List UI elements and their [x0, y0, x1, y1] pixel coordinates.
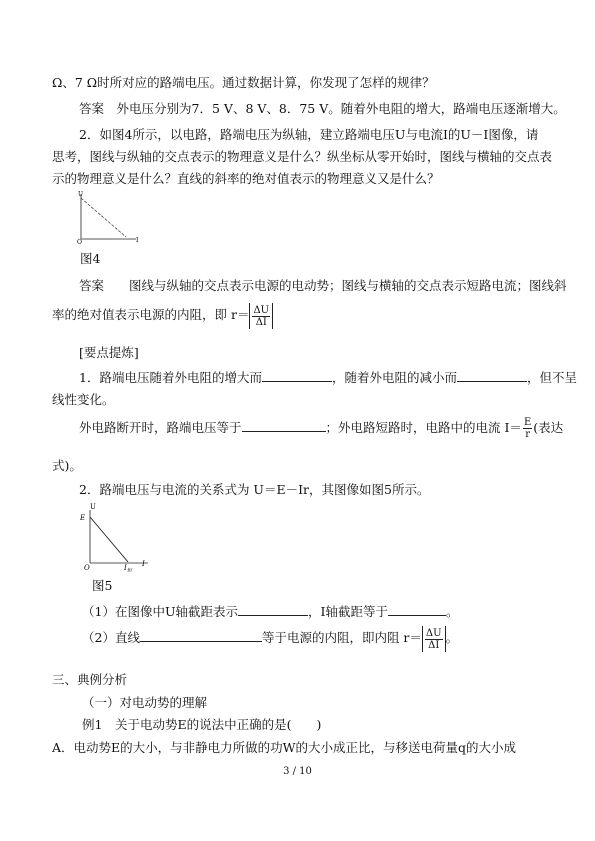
answer-text: 率的绝对值表示电源的内阻，即 r＝	[52, 307, 250, 322]
section-heading: 三、典例分析	[52, 672, 128, 687]
text: ，随着外电阻的减小而	[331, 370, 457, 385]
figure-5-x-label: I	[142, 560, 145, 568]
fill-blank[interactable]	[140, 629, 262, 642]
answer-label: 答案	[79, 278, 105, 293]
figure-5-y-label: U	[90, 503, 96, 511]
figure-5-e-label: E	[80, 514, 86, 522]
text: 外电路断开时，路端电压等于	[79, 420, 242, 435]
key-point-1	[79, 369, 577, 386]
answer-2-line-2	[52, 302, 273, 329]
fraction	[252, 305, 270, 328]
question-2-line: 示的物理意义是什么？直线的斜率的绝对值表示的物理意义又是什么？	[52, 171, 440, 186]
key-point-open-line-2: 式)。	[52, 458, 82, 473]
figure-5-caption: 图5	[92, 578, 113, 593]
abs-value	[249, 303, 273, 329]
fraction	[523, 417, 532, 440]
text: 。	[445, 604, 459, 619]
figure-4-y-label: U	[78, 191, 84, 198]
fill-blank[interactable]	[457, 369, 527, 382]
text: (表达	[533, 420, 564, 435]
text: 。	[445, 630, 459, 645]
fill-blank[interactable]	[242, 419, 326, 432]
answer-label: 答案	[79, 101, 105, 116]
fraction-numerator: E	[523, 417, 532, 428]
answer-1	[79, 101, 566, 117]
fraction-denominator: ΔI	[255, 316, 267, 328]
key-points-heading: [要点提炼]	[79, 345, 139, 360]
fill-blank[interactable]	[262, 369, 332, 382]
page-number: 3 / 10	[283, 766, 312, 777]
fill-blank[interactable]	[388, 603, 446, 616]
figure-5-graph	[74, 500, 164, 572]
question-2-line: 2．如图4所示，以电路，路端电压为纵轴，建立路端电压U与电流I的U－I图像，请	[79, 127, 539, 142]
text: 等于电源的内阻，即内阻 r＝	[261, 630, 422, 645]
figure-5-isc-label: $I_短$	[124, 564, 132, 572]
answer-text: 图线与纵轴的交点表示电源的电动势；图线与横轴的交点表示短路电流；图线斜	[129, 278, 567, 293]
text: ，I轴截距等于	[308, 604, 388, 619]
key-point-open-circuit	[79, 415, 563, 441]
fraction-numerator: ΔU	[253, 304, 270, 316]
fill-blank[interactable]	[238, 603, 308, 616]
answer-text: 外电压分别为7．5 V、8 V、8．75 V。随着外电阻的增大，路端电压逐渐增大。	[116, 101, 566, 116]
text: （2）直线	[82, 630, 140, 645]
figure-4-x-label: I	[136, 237, 139, 244]
sub-question-2	[82, 625, 458, 652]
text: 1．路端电压随着外电阻的增大而	[79, 370, 262, 385]
sub-question-1	[82, 603, 458, 620]
fraction-numerator: ΔU	[425, 627, 442, 639]
option-a: A．电动势E的大小，与非静电力所做的功W的大小成正比，与移送电荷量q的大小成	[52, 740, 517, 755]
fraction-denominator: r	[525, 429, 530, 440]
example-question: 例1 关于电动势E的说法中正确的是( )	[82, 717, 322, 732]
figure-4-line	[81, 198, 126, 237]
figure-5-origin: O	[84, 564, 90, 572]
abs-value	[422, 626, 446, 652]
question-2-line: 思考，图线与纵轴的交点表示的物理意义是什么？纵坐标从零开始时，图线与横轴的交点表	[52, 149, 553, 164]
figure-4-graph	[64, 188, 144, 246]
text-line: Ω、7 Ω时所对应的路端电压。通过数据计算，你发现了怎样的规律？	[52, 75, 435, 90]
figure-4-origin: O	[77, 239, 82, 246]
key-point-2: 2．路端电压与电流的关系式为 U＝E－Ir，其图像如图5所示。	[79, 482, 430, 497]
text: ，但不呈	[526, 370, 577, 385]
answer-2	[79, 278, 567, 294]
subsection-heading: （一）对电动势的理解	[82, 695, 208, 710]
text: ；外电路短路时，电路中的电流 I＝	[325, 420, 522, 435]
text: （1）在图像中U轴截距表示	[82, 604, 238, 619]
key-point-1-line-2: 线性变化。	[52, 392, 115, 407]
fraction-denominator: ΔI	[428, 639, 440, 651]
figure-4-caption: 图4	[80, 251, 101, 266]
fraction	[425, 628, 443, 651]
figure-5-line	[90, 517, 128, 562]
